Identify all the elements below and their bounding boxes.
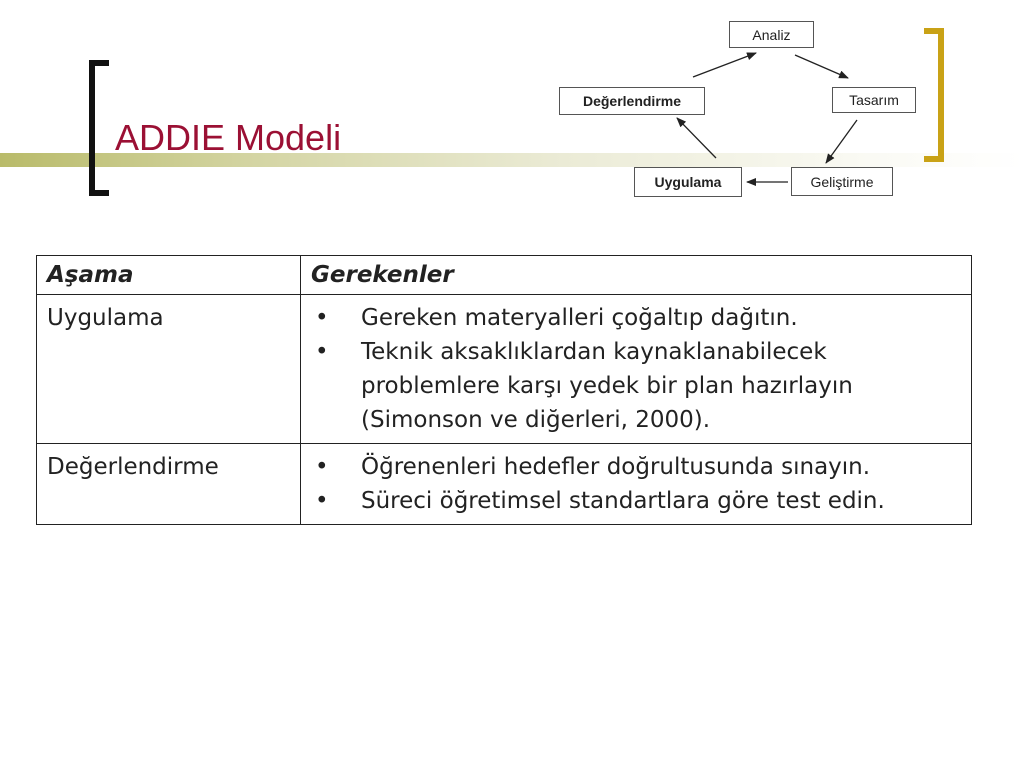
phase-cell: Değerlendirme — [37, 444, 301, 525]
requirements-cell — [301, 295, 972, 444]
diagram-node-gelistirme: Geliştirme — [791, 167, 893, 196]
diagram-arrows — [0, 0, 1024, 230]
diagram-node-tasarim: Tasarım — [832, 87, 916, 113]
list-item: • Öğrenenleri hedefler doğrultusunda sınayın. — [311, 450, 961, 484]
requirements-list — [311, 301, 961, 437]
diagram-node-degerlendirme: Değerlendirme — [559, 87, 705, 115]
arrow-uygulama-to-degerlendirme — [677, 118, 716, 158]
diagram-node-analiz: Analiz — [729, 21, 814, 48]
arrow-degerlendirme-to-analiz — [693, 53, 756, 77]
diagram-node-uygulama: Uygulama — [634, 167, 742, 197]
requirements-cell — [301, 444, 972, 525]
slide-title: ADDIE Modeli — [115, 117, 342, 158]
header-phase: Aşama — [37, 256, 301, 295]
table-row — [37, 295, 972, 444]
phase-cell: Uygulama — [37, 295, 301, 444]
table-header-row — [37, 256, 972, 295]
arrow-analiz-to-tasarim — [795, 55, 848, 78]
header-requirements: Gerekenler — [301, 256, 972, 295]
list-item: • Teknik aksaklıklardan kaynaklanabilecek problemlere karşı yedek bir plan hazırlayın (Simonson ve diğerleri, 2000). — [311, 335, 961, 437]
arrow-tasarim-to-gelistirme — [826, 120, 857, 163]
phase-requirements-table — [36, 255, 972, 525]
list-item: • Süreci öğretimsel standartlara göre test edin. — [311, 484, 961, 518]
list-item: • Gereken materyalleri çoğaltıp dağıtın. — [311, 301, 961, 335]
requirements-list — [311, 450, 961, 518]
table-row — [37, 444, 972, 525]
